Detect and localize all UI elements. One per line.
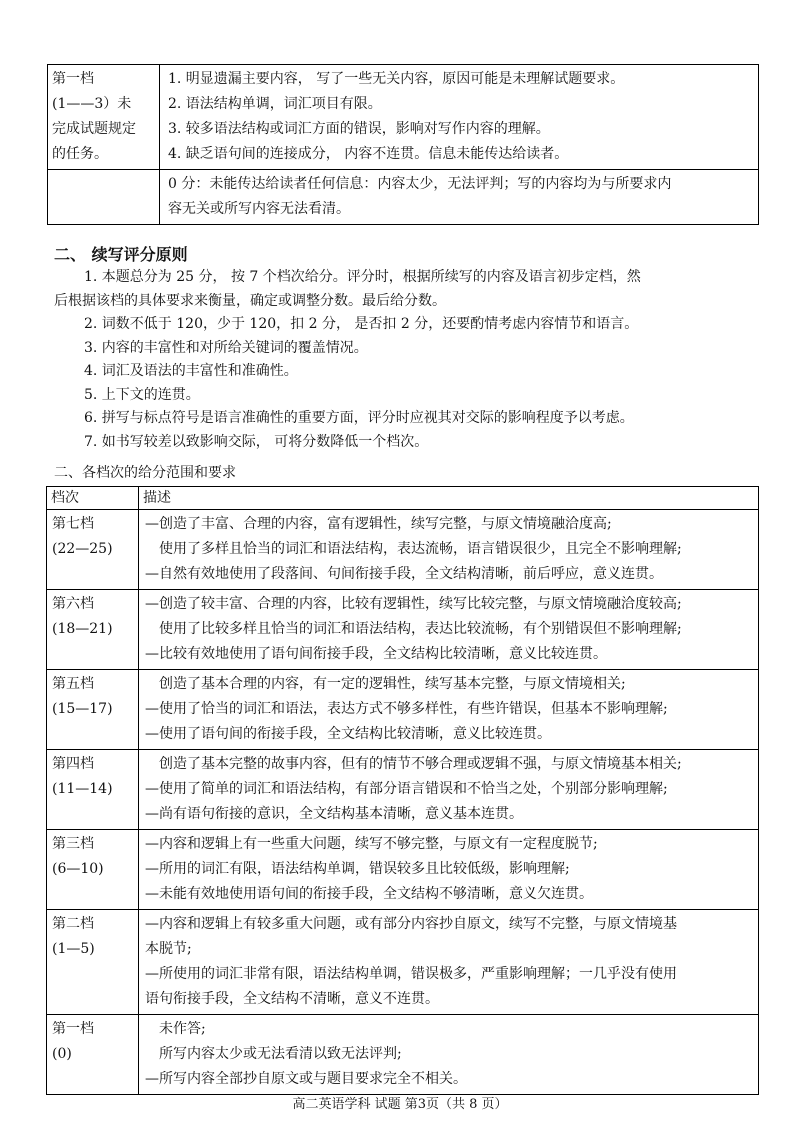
level-label-line: 的任务。 [52,146,108,162]
table-header-row [47,487,759,510]
rule-item: 3. 内容的丰富性和对所给关键词的覆盖情况。 [84,339,368,356]
description-line: —内容和逻辑上有较多重大问题，或有部分内容抄自原文，续写不完整，与原文情境基 [145,916,677,932]
level-description-cell [139,750,759,830]
level-name: 第二档 [52,916,94,932]
level-label-cell [47,750,139,830]
level-range: (15—17) [52,701,113,717]
table-row [47,670,759,750]
level-description-cell [139,910,759,1015]
description-line: —所用的词汇有限，语法结构单调，错误较多且比较低级，影响理解; [145,861,570,877]
level-name: 第四档 [52,756,94,772]
description-line: 未作答; [145,1021,206,1037]
level-label-cell [47,670,139,750]
description-line: —使用了恰当的词汇和语法，表达方式不够多样性，有些许错误，但基本不影响理解; [145,701,668,717]
description-line: 创造了基本完整的故事内容，但有的情节不够合理或逻辑不强，与原文情境基本相关; [145,756,682,772]
description-line: 3. 较多语法结构或词汇方面的错误，影响对写作内容的理解。 [168,121,550,137]
rules-list [54,266,752,454]
level-label-line: 第一档 [52,71,94,87]
subsection-title: 二、各档次的给分范围和要求 [54,465,236,481]
levels-table [46,486,759,1095]
table-row [48,65,759,170]
table-row [47,910,759,1015]
page-footer: 高二英语学科 试题 第3页（共 8 页） [292,1097,508,1112]
description-line: —内容和逻辑上有一些重大问题，续写不够完整，与原文有一定程度脱节; [145,836,598,852]
rule-item: 2. 词数不低于 120，少于 120，扣 2 分， 是否扣 2 分，还要酌情考虑内容情节和语言。 [84,316,639,332]
description-line: 使用了多样且恰当的词汇和语法结构，表达流畅，语言错误很少，且完全不影响理解; [145,541,682,557]
level-name: 第七档 [52,516,94,532]
level-range: (6—10) [52,861,104,877]
table-row [47,1015,759,1095]
level-range: (22—25) [52,541,113,557]
level-label-cell [47,1015,139,1095]
level-name: 第三档 [52,836,94,852]
description-line: —自然有效地使用了段落间、句间衔接手段，全文结构清晰，前后呼应，意义连贯。 [145,566,663,582]
description-line: 容无关或所写内容无法看清。 [168,201,350,217]
level-label-cell [48,170,160,225]
level-description-cell [139,830,759,910]
description-line: 本脱节; [145,941,192,957]
section-title: 二、 续写评分原则 [54,245,188,264]
description-line: —未能有效地使用语句间的衔接手段，全文结构不够清晰，意义欠连贯。 [145,886,593,902]
level-name: 第五档 [52,676,94,692]
rule-item: 4. 词汇及语法的丰富性和准确性。 [84,363,298,379]
description-line: —使用了简单的词汇和语法结构，有部分语言错误和不恰当之处，个别部分影响理解; [145,781,668,797]
column-header-level: 档次 [47,487,139,510]
rule-item: 7. 如书写较差以致影响交际， 可将分数降低一个档次。 [84,433,429,450]
level-name: 第一档 [52,1021,94,1037]
rule-item: 5. 上下文的连贯。 [84,386,200,403]
level-label-line: (1——3）未 [52,96,132,112]
level-label-cell [48,65,160,170]
description-line: 所写内容太少或无法看清以致无法评判; [145,1046,402,1062]
description-line: 创造了基本合理的内容，有一定的逻辑性，续写基本完整，与原文情境相关; [145,676,626,692]
description-line: 语句衔接手段，全文结构不清晰，意义不连贯。 [145,991,439,1007]
level-range: (18—21) [52,621,113,637]
description-line: —尚有语句衔接的意识，全文结构基本清晰，意义基本连贯。 [145,806,523,822]
description-line: —创造了丰富、合理的内容，富有逻辑性，续写完整，与原文情境融洽度高; [145,516,612,532]
level-description-cell [160,65,759,170]
level-description-cell [139,670,759,750]
level-range: (11—14) [52,781,113,797]
level-description-cell [139,1015,759,1095]
table-row [47,510,759,590]
table-row [48,170,759,225]
level-label-cell [47,590,139,670]
level-label-cell [47,830,139,910]
column-header-description: 描述 [139,487,759,510]
description-line: —创造了较丰富、合理的内容，比较有逻辑性，续写比较完整，与原文情境融洽度较高; [145,596,682,612]
level-range: (0) [52,1046,72,1062]
description-line: 4. 缺乏语句间的连接成分， 内容不连贯。信息未能传达给读者。 [168,146,569,162]
level-description-cell [139,590,759,670]
description-line: —使用了语句间的衔接手段，全文结构比较清晰，意义比较连贯。 [145,726,551,742]
description-line: 使用了比较多样且恰当的词汇和语法结构，表达比较流畅，有个别错误但不影响理解; [145,621,682,637]
level-label-cell [47,510,139,590]
rule-item: 1. 本题总分为 25 分， 按 7 个档次给分。评分时，根据所续写的内容及语言初步定档，然 [84,269,641,285]
description-line: —所写内容全部抄自原文或与题目要求完全不相关。 [145,1071,467,1087]
table-row [47,750,759,830]
level-description-cell [160,170,759,225]
description-line: 0 分：未能传达给读者任何信息：内容太少，无法评判；写的内容均为与所要求内 [168,176,672,192]
table-row [47,830,759,910]
table-row [47,590,759,670]
scoring-table-top [47,64,759,225]
level-range: (1—5) [52,941,95,957]
description-line: —比较有效地使用了语句间衔接手段，全文结构比较清晰，意义比较连贯。 [145,646,607,662]
description-line: 2. 语法结构单调，词汇项目有限。 [168,96,382,112]
description-line: 1. 明显遗漏主要内容， 写了一些无关内容，原因可能是未理解试题要求。 [168,71,625,87]
rule-item: 6. 拼写与标点符号是语言准确性的重要方面，评分时应视其对交际的影响程度予以考虑。 [84,410,634,426]
level-name: 第六档 [52,596,94,612]
rule-item: 后根据该档的具体要求来衡量，确定或调整分数。最后给分数。 [54,292,446,309]
level-description-cell [139,510,759,590]
level-label-cell [47,910,139,1015]
level-label-line: 完成试题规定 [52,121,136,137]
description-line: —所使用的词汇非常有限，语法结构单调，错误极多，严重影响理解；一几乎没有使用 [145,966,677,982]
